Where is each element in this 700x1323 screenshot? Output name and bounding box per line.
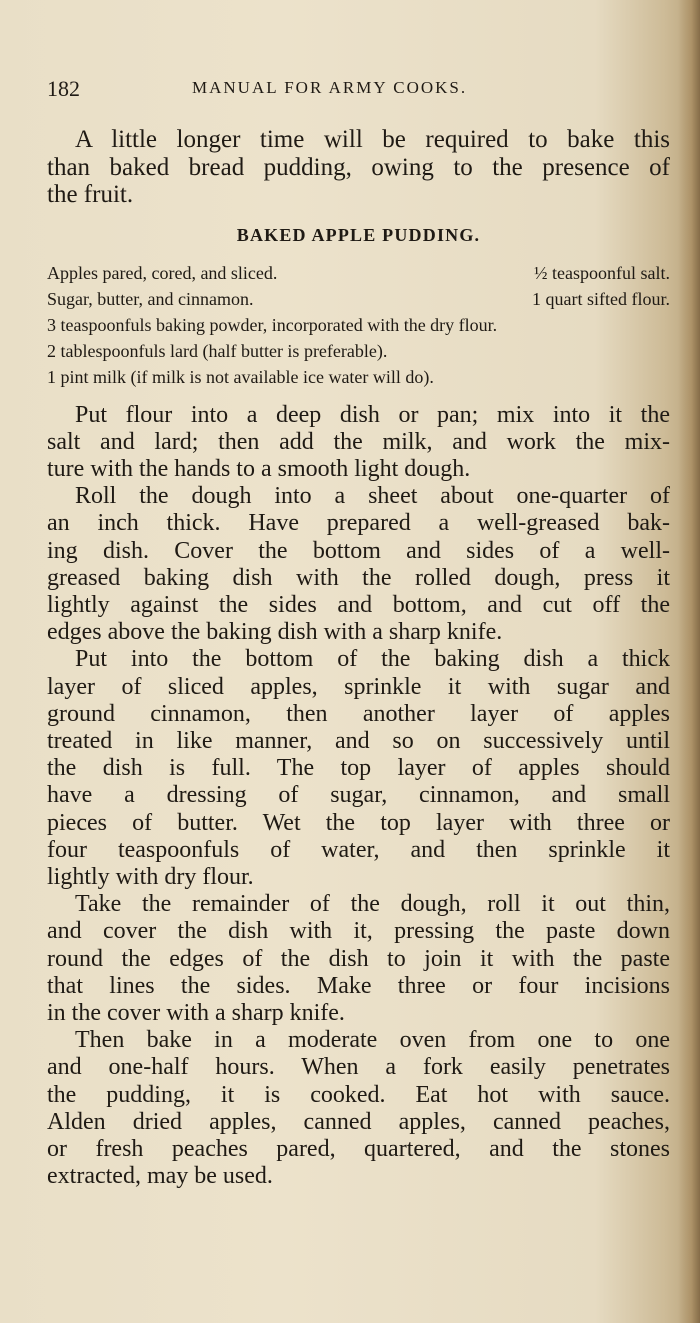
page-content [47,68,670,1190]
text-line: ground cinnamon, then another layer of apples [47,700,670,727]
ingredient-item: 3 teaspoonfuls baking powder, incorporated with the dry flour. [47,314,498,335]
text-line: round the edges of the dish to join it with the paste [47,945,670,972]
text-line: Take the remainder of the dough, roll it out thin, [75,891,670,918]
running-title: MANUAL FOR ARMY COOKS. [192,78,468,97]
text-line: treated in like manner, and so on successively until [47,727,670,754]
method-paragraph [47,1027,670,1190]
text-line: in the cover with a sharp knife. [47,999,345,1026]
text-line: the dish is full. The top layer of apples should [47,755,670,782]
text-line: extracted, may be used. [47,1163,273,1190]
text-line: A little longer time will be required to bake this [75,126,670,153]
section-title: BAKED APPLE PUDDING. [236,224,481,245]
text-line: that lines the sides. Make three or four incisions [47,972,670,999]
text-line: salt and lard; then add the milk, and work the mix- [47,428,670,455]
method-paragraph [47,646,670,891]
text-line: lightly with dry flour. [47,863,254,890]
method-paragraph [47,402,670,484]
intro-paragraph [47,126,670,209]
text-line: and cover the dish with it, pressing the paste down [47,918,670,945]
running-head [47,68,670,104]
text-line: Put into the bottom of the baking dish a thick [75,646,670,673]
ingredient-item: 1 pint milk (if milk is not available ice water will do). [47,366,434,387]
text-line: Roll the dough into a sheet about one-quarter of [75,483,670,510]
ingredient-row [47,260,670,286]
text-line: ture with the hands to a smooth light dough. [47,455,471,482]
text-line: edges above the baking dish with a sharp knife. [47,619,503,646]
text-line: and one-half hours. When a fork easily penetrates [47,1054,670,1081]
ingredient-item: 2 tablespoonfuls lard (half butter is preferable). [47,340,388,361]
text-line: four teaspoonfuls of water, and then sprinkle it [47,836,670,863]
text-line: greased baking dish with the rolled dough, press it [47,564,670,591]
text-line: Then bake in a moderate oven from one to one [75,1027,670,1054]
text-line: the pudding, it is cooked. Eat hot with sauce. [47,1081,670,1108]
ingredient-item: Sugar, butter, and cinnamon. [47,288,254,309]
ingredient-row [47,286,670,312]
ingredient-item: 1 quart sifted flour. [532,288,670,309]
ingredient-item: ½ teaspoonful salt. [534,262,670,283]
text-line: have a dressing of sugar, cinnamon, and small [47,782,670,809]
text-line: lightly against the sides and bottom, and cut off the [47,591,670,618]
text-line: than baked bread pudding, owing to the presence of [47,153,670,181]
text-line: the fruit. [47,181,134,208]
method-text [47,402,670,1191]
page-number: 182 [47,76,80,101]
text-line: an inch thick. Have prepared a well-greased bak- [47,510,670,537]
ingredients-list [47,260,670,390]
text-line: Alden dried apples, canned apples, canned peaches, [47,1108,670,1135]
method-paragraph [47,891,670,1027]
text-line: or fresh peaches pared, quartered, and the stones [47,1135,670,1162]
method-paragraph [47,483,670,646]
text-line: layer of sliced apples, sprinkle it with sugar and [47,673,670,700]
page-edge-shadow [678,0,700,1323]
ingredient-item: Apples pared, cored, and sliced. [47,262,278,283]
text-line: pieces of butter. Wet the top layer with three or [47,809,670,836]
text-line: ing dish. Cover the bottom and sides of a well- [47,537,670,564]
text-line: Put flour into a deep dish or pan; mix into it the [75,401,670,428]
